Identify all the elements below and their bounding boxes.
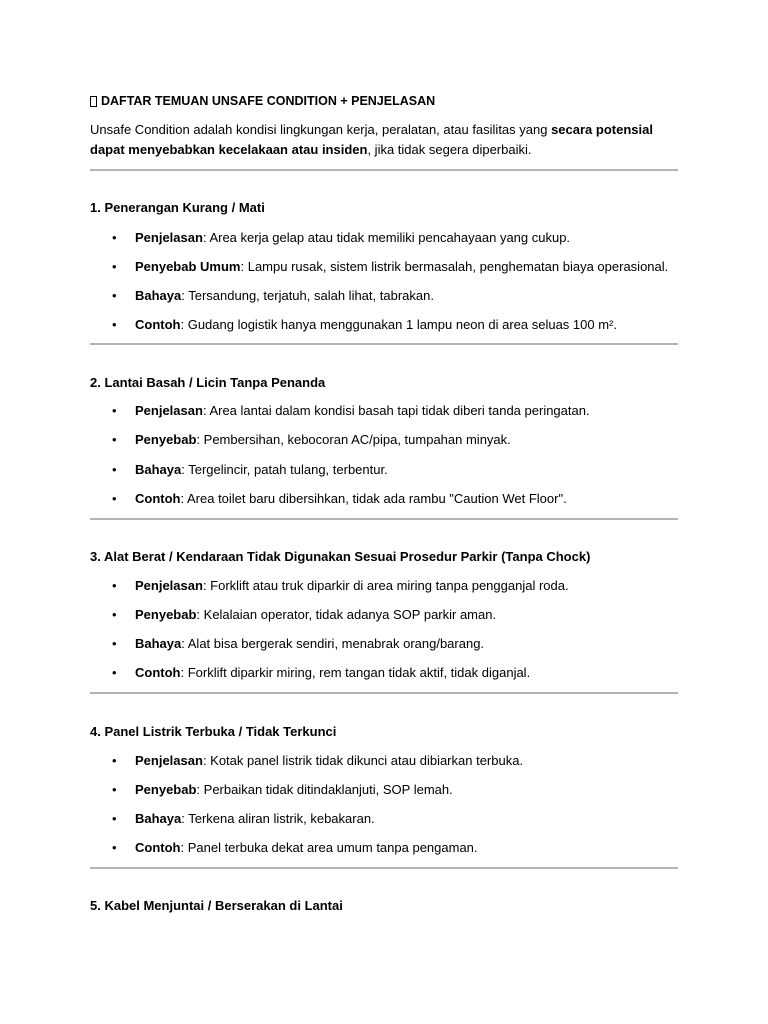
item-text: : Area lantai dalam kondisi basah tapi tidak diberi tanda peringatan. [202,403,590,418]
item-text: : Tersandung, terjatuh, salah lihat, tabrakan. [181,288,434,303]
item-term: Contoh [135,317,181,332]
section-title: 4. Panel Listrik Terbuka / Tidak Terkunci [90,724,337,739]
item-text: : Forklift diparkir miring, rem tangan tidak aktif, tidak diganjal. [180,665,531,680]
item-term: Penyebab [135,607,197,622]
list-item [112,607,496,622]
item-text: : Alat bisa bergerak sendiri, menabrak orang/barang. [181,636,485,651]
item-term: Contoh [135,491,181,506]
item-term: Bahaya [135,462,182,477]
list-item [112,317,617,332]
item-text: : Kelalaian operator, tidak adanya SOP parkir aman. [196,607,497,622]
list-item [112,665,530,680]
bullet: • [112,462,117,477]
section-title: 1. Penerangan Kurang / Mati [90,200,265,215]
list-item [112,432,511,447]
list-item [112,462,388,477]
item-text: : Lampu rusak, sistem listrik bermasalah, penghematan biaya operasional. [240,259,669,274]
item-text: : Pembersihan, kebocoran AC/pipa, tumpahan minyak. [196,432,511,447]
list-item [112,288,434,303]
list-item [112,811,375,826]
bullet: • [112,665,117,680]
bullet: • [112,432,117,447]
list-item [112,782,453,797]
item-term: Penjelasan [135,230,203,245]
list-item [112,259,668,274]
section-title: 3. Alat Berat / Kendaraan Tidak Digunakan Sesuai Prosedur Parkir (Tanpa Chock) [90,549,591,564]
list-item [112,403,590,418]
bullet: • [112,403,117,418]
item-term: Penjelasan [135,578,203,593]
bullet: • [112,317,117,332]
intro-text-bold: secara potensial dapat menyebabkan kecelakaan atau insiden [90,122,653,157]
item-text: : Perbaikan tidak ditindaklanjuti, SOP lemah. [196,782,453,797]
bullet: • [112,607,117,622]
item-text: : Kotak panel listrik tidak dikunci atau dibiarkan terbuka. [202,753,524,768]
intro-paragraph [90,120,680,160]
item-text: : Panel terbuka dekat area umum tanpa pengaman. [180,840,478,855]
item-text: : Forklift atau truk diparkir di area miring tanpa pengganjal roda. [202,578,569,593]
divider [90,343,678,345]
bullet: • [112,578,117,593]
item-term: Penjelasan [135,403,203,418]
bullet: • [112,811,117,826]
divider [90,169,678,171]
list-item [112,578,569,593]
item-term: Penyebab Umum [135,259,241,274]
list-item [112,636,484,651]
bullet: • [112,491,117,506]
item-text: : Area kerja gelap atau tidak memiliki pencahayaan yang cukup. [202,230,571,245]
bullet: • [112,288,117,303]
bullet: • [112,259,117,274]
document-title [90,94,435,108]
missing-glyph-icon [90,96,97,107]
item-text: : Tergelincir, patah tulang, terbentur. [181,462,388,477]
bullet: • [112,636,117,651]
item-term: Contoh [135,665,181,680]
item-term: Penjelasan [135,753,203,768]
bullet: • [112,230,117,245]
list-item [112,491,567,506]
bullet: • [112,753,117,768]
item-term: Contoh [135,840,181,855]
item-text: : Terkena aliran listrik, kebakaran. [181,811,375,826]
item-term: Bahaya [135,811,182,826]
document-title-text: DAFTAR TEMUAN UNSAFE CONDITION + PENJELASAN [101,94,436,108]
item-term: Bahaya [135,636,182,651]
bullet: • [112,840,117,855]
divider [90,867,678,869]
bullet: • [112,782,117,797]
item-text: : Area toilet baru dibersihkan, tidak ada rambu "Caution Wet Floor". [180,491,567,506]
item-term: Bahaya [135,288,182,303]
divider [90,518,678,520]
intro-text-start: Unsafe Condition adalah kondisi lingkungan kerja, peralatan, atau fasilitas yang [90,122,552,137]
item-term: Penyebab [135,432,197,447]
item-term: Penyebab [135,782,197,797]
section-title: 2. Lantai Basah / Licin Tanpa Penanda [90,375,326,390]
divider [90,692,678,694]
section-title: 5. Kabel Menjuntai / Berserakan di Lantai [90,898,343,913]
intro-text-end: , jika tidak segera diperbaiki. [367,142,532,157]
list-item [112,840,478,855]
list-item [112,230,570,245]
list-item [112,753,523,768]
item-text: : Gudang logistik hanya menggunakan 1 lampu neon di area seluas 100 m². [180,317,617,332]
